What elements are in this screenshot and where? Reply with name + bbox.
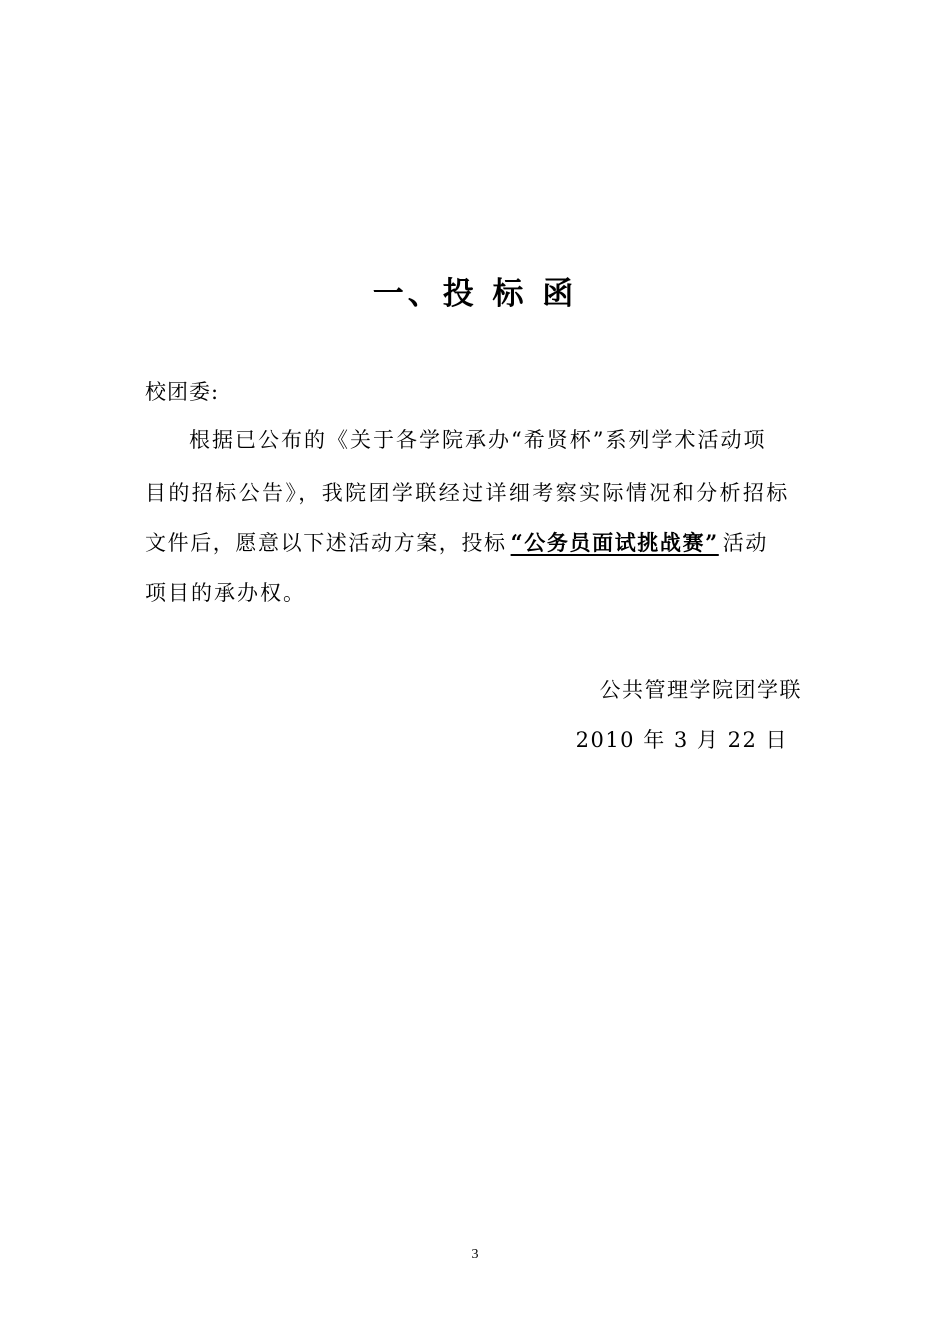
paragraph-line-3	[145, 523, 805, 563]
paragraph-line-1: 根据已公布的《关于各学院承办“希贤杯”系列学术活动项	[189, 428, 767, 452]
paragraph-line-3-start: 文件后，愿意以下述活动方案，投标	[145, 531, 507, 555]
page-title: 一、投 标 函	[372, 276, 578, 312]
signature-organization: 公共管理学院团学联	[599, 678, 802, 702]
paragraph-line-4: 项目的承办权。	[145, 581, 306, 605]
project-name: “公务员面试挑战赛”	[510, 530, 719, 555]
page-number: 3	[471, 1247, 479, 1262]
salutation: 校团委:	[145, 380, 220, 404]
paragraph-line-3-end: 活动	[722, 531, 768, 555]
signature-date: 2010 年 3 月 22 日	[575, 728, 788, 752]
paragraph-line-2: 目的招标公告》，我院团学联经过详细考察实际情况和分析招标	[145, 481, 790, 505]
